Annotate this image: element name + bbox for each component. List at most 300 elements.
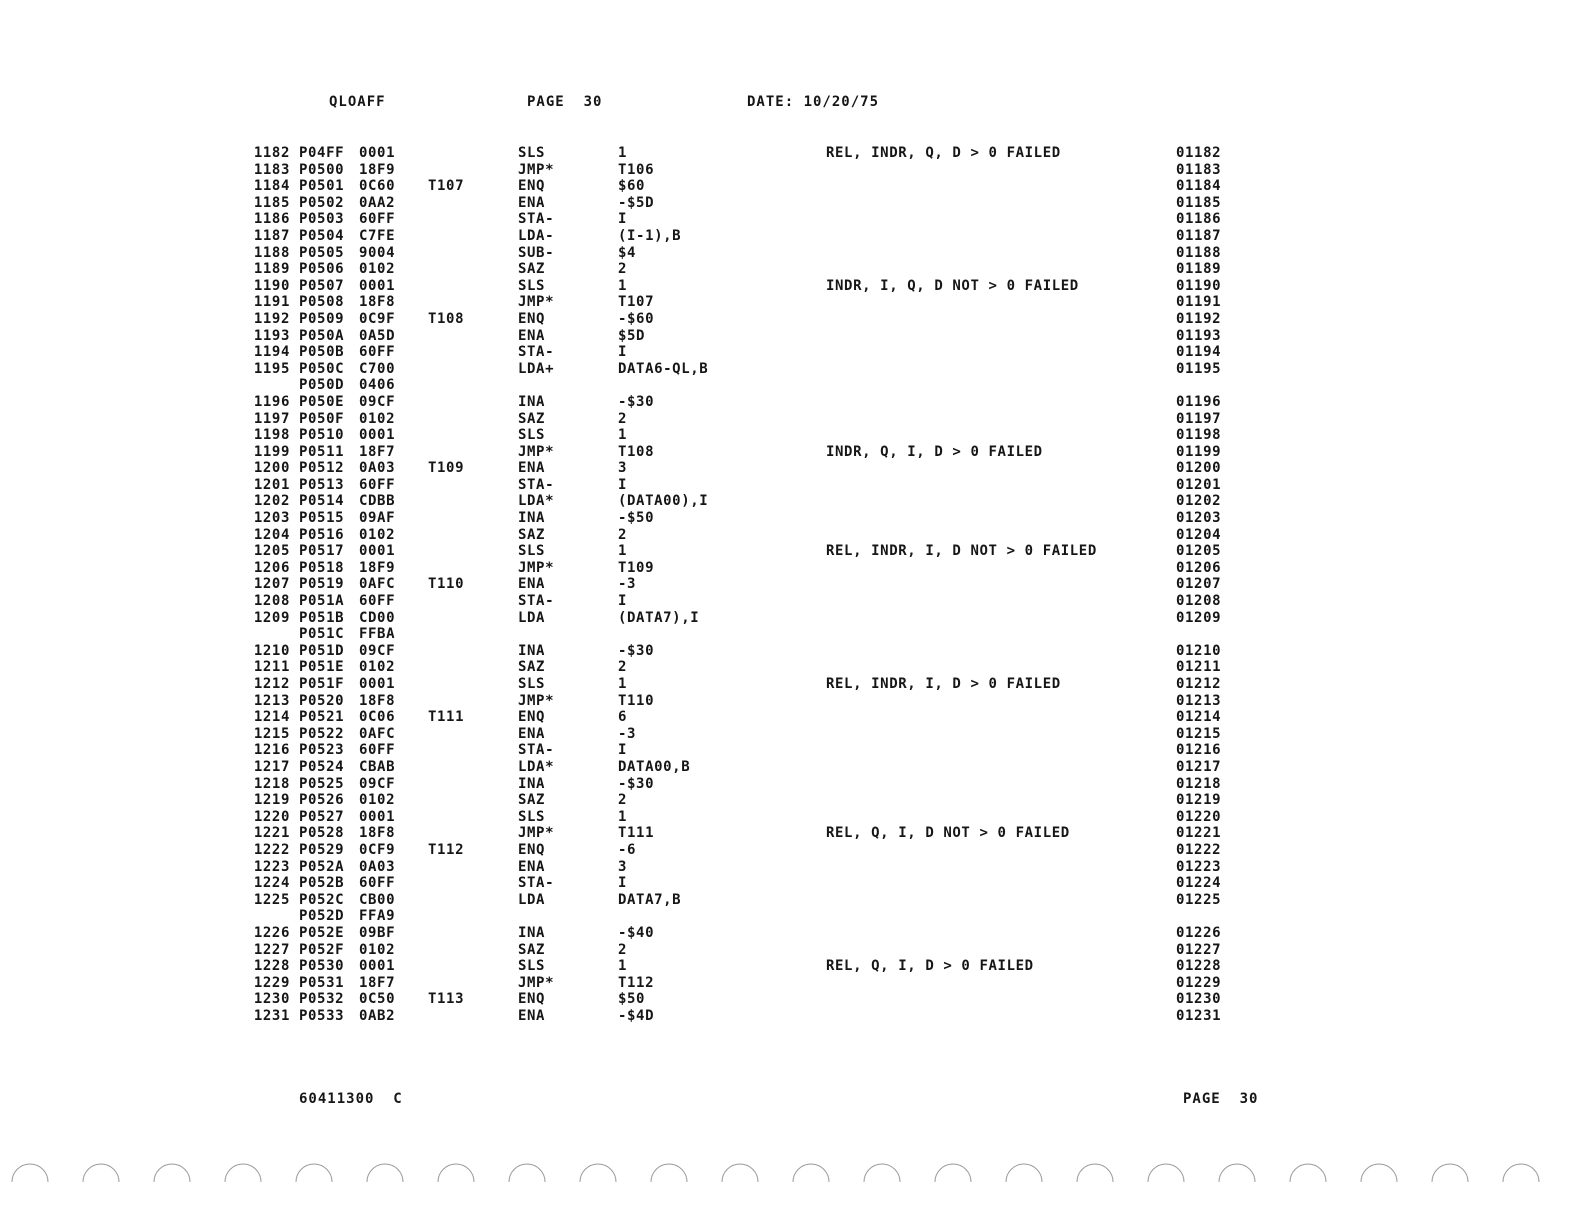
- row-line: 1205: [253, 543, 290, 560]
- listing-row: [0, 510, 1584, 527]
- row-code: 09CF: [359, 393, 396, 410]
- listing-row: [0, 659, 1584, 676]
- row-op: ENQ: [518, 178, 546, 195]
- row-addr: P050B: [299, 344, 345, 361]
- listing-row: [0, 493, 1584, 510]
- sprocket-hole: [793, 1164, 829, 1182]
- row-addr: P050C: [299, 360, 345, 377]
- row-operand: T109: [618, 559, 655, 576]
- row-code: 60FF: [359, 211, 396, 228]
- row-line: 1182: [253, 145, 290, 161]
- row-code: 0001: [359, 808, 396, 825]
- row-op: LDA+: [518, 360, 555, 377]
- document-number: 60411300 C: [299, 1091, 403, 1107]
- row-line: 1221: [253, 825, 290, 842]
- row-seq: 01193: [1176, 327, 1222, 344]
- row-line: 1192: [253, 310, 290, 327]
- row-addr: P0509: [299, 310, 345, 327]
- program-name: QLOAFF: [329, 94, 386, 110]
- listing-row: [0, 726, 1584, 743]
- row-addr: P0533: [299, 1007, 345, 1024]
- listing-row: [0, 908, 1584, 925]
- listing-row: [0, 676, 1584, 693]
- row-operand: -$4D: [618, 1007, 655, 1024]
- row-operand: 3: [618, 858, 628, 875]
- row-op: SLS: [518, 145, 546, 161]
- row-addr: P051D: [299, 642, 345, 659]
- row-seq: 01182: [1176, 145, 1222, 161]
- row-operand: -$30: [618, 393, 655, 410]
- row-addr: P0516: [299, 526, 345, 543]
- row-op: JMP*: [518, 974, 555, 991]
- row-comment: INDR, I, Q, D NOT > 0 FAILED: [826, 277, 1079, 294]
- sprocket-hole: [1077, 1164, 1113, 1182]
- row-operand: T108: [618, 443, 655, 460]
- row-code: 0001: [359, 543, 396, 560]
- row-operand: 1: [618, 958, 628, 975]
- row-addr: P0510: [299, 427, 345, 444]
- row-op: LDA: [518, 891, 546, 908]
- row-code: 09CF: [359, 642, 396, 659]
- row-operand: 2: [618, 526, 628, 543]
- row-code: 0001: [359, 145, 396, 161]
- row-line: 1216: [253, 742, 290, 759]
- row-op: SLS: [518, 543, 546, 560]
- row-comment: INDR, Q, I, D > 0 FAILED: [826, 443, 1043, 460]
- row-operand: T107: [618, 294, 655, 311]
- row-seq: 01199: [1176, 443, 1222, 460]
- row-op: ENQ: [518, 841, 546, 858]
- row-op: ENQ: [518, 709, 546, 726]
- sprocket-hole: [154, 1164, 190, 1182]
- row-operand: I: [618, 742, 628, 759]
- listing-row: [0, 294, 1584, 311]
- listing-row: [0, 875, 1584, 892]
- row-seq: 01184: [1176, 178, 1222, 195]
- row-op: LDA*: [518, 493, 555, 510]
- row-code: 0C9F: [359, 310, 396, 327]
- row-line: 1199: [253, 443, 290, 460]
- row-seq: 01212: [1176, 676, 1222, 692]
- sprocket-hole: [864, 1164, 900, 1182]
- row-addr: P0526: [299, 792, 345, 809]
- row-line: 1191: [253, 294, 290, 311]
- row-code: 0102: [359, 526, 396, 543]
- row-code: 0001: [359, 958, 396, 975]
- row-addr: P051E: [299, 659, 345, 676]
- listing-row: [0, 344, 1584, 361]
- row-seq: 01204: [1176, 526, 1222, 543]
- listing-row: [0, 892, 1584, 909]
- row-addr: P051A: [299, 593, 345, 610]
- row-operand: (I-1),B: [618, 227, 682, 244]
- row-seq: 01224: [1176, 875, 1222, 892]
- row-line: 1207: [253, 576, 290, 593]
- row-line: 1206: [253, 559, 290, 576]
- row-addr: P0512: [299, 460, 345, 477]
- row-operand: I: [618, 476, 628, 493]
- listing-row: [0, 377, 1584, 394]
- row-line: 1195: [253, 360, 290, 377]
- row-line: 1188: [253, 244, 290, 261]
- row-seq: 01208: [1176, 593, 1222, 610]
- row-operand: 1: [618, 543, 628, 560]
- row-operand: -$30: [618, 775, 655, 792]
- row-seq: 01223: [1176, 858, 1222, 875]
- listing-row: [0, 427, 1584, 444]
- row-seq: 01186: [1176, 211, 1222, 228]
- row-seq: 01220: [1176, 808, 1222, 825]
- row-operand: 6: [618, 709, 628, 726]
- row-operand: 2: [618, 410, 628, 427]
- row-operand: $50: [618, 991, 646, 1008]
- row-addr: P050E: [299, 393, 345, 410]
- row-comment: REL, Q, I, D NOT > 0 FAILED: [826, 825, 1070, 842]
- listing-row: [0, 859, 1584, 876]
- listing-row: [0, 477, 1584, 494]
- row-operand: 1: [618, 808, 628, 825]
- row-op: JMP*: [518, 443, 555, 460]
- row-op: STA-: [518, 593, 555, 610]
- sprocket-hole: [1219, 1164, 1255, 1182]
- listing-row: [0, 328, 1584, 345]
- sprocket-hole: [367, 1164, 403, 1182]
- row-label: T111: [428, 709, 465, 726]
- sprocket-hole: [1006, 1164, 1042, 1182]
- listing-row: [0, 576, 1584, 593]
- row-code: FFA9: [359, 908, 396, 925]
- row-operand: $5D: [618, 327, 646, 344]
- row-seq: 01210: [1176, 642, 1222, 659]
- listing-row: [0, 643, 1584, 660]
- row-seq: 01196: [1176, 393, 1222, 410]
- row-operand: -$30: [618, 642, 655, 659]
- row-op: SLS: [518, 427, 546, 444]
- row-code: 0102: [359, 261, 396, 278]
- listing-row: [0, 593, 1584, 610]
- row-op: ENA: [518, 460, 546, 477]
- row-line: 1214: [253, 709, 290, 726]
- row-code: 18F8: [359, 692, 396, 709]
- row-code: 09AF: [359, 510, 396, 527]
- row-seq: 01214: [1176, 709, 1222, 726]
- row-addr: P0513: [299, 476, 345, 493]
- row-code: 0102: [359, 410, 396, 427]
- row-code: 0AFC: [359, 576, 396, 593]
- row-seq: 01217: [1176, 758, 1222, 775]
- row-addr: P052E: [299, 924, 345, 941]
- row-line: 1213: [253, 692, 290, 709]
- listing-row: [0, 809, 1584, 826]
- row-op: SAZ: [518, 410, 546, 427]
- row-seq: 01225: [1176, 891, 1222, 908]
- row-addr: P052A: [299, 858, 345, 875]
- row-operand: T112: [618, 974, 655, 991]
- listing-row: [0, 626, 1584, 643]
- row-op: JMP*: [518, 692, 555, 709]
- row-code: FFBA: [359, 626, 396, 643]
- listing-row: [0, 825, 1584, 842]
- row-seq: 01183: [1176, 161, 1222, 178]
- row-operand: $4: [618, 244, 637, 261]
- row-op: STA-: [518, 344, 555, 361]
- row-line: 1226: [253, 924, 290, 941]
- sprocket-hole: [438, 1164, 474, 1182]
- row-code: 9004: [359, 244, 396, 261]
- sprocket-hole: [12, 1164, 48, 1182]
- row-seq: 01200: [1176, 460, 1222, 477]
- row-operand: 1: [618, 427, 628, 444]
- row-seq: 01219: [1176, 792, 1222, 809]
- sprocket-hole: [1290, 1164, 1326, 1182]
- listing-row: [0, 975, 1584, 992]
- row-seq: 01203: [1176, 510, 1222, 527]
- row-code: C7FE: [359, 227, 396, 244]
- row-seq: 01215: [1176, 725, 1222, 742]
- page-number-header: PAGE 30: [527, 94, 603, 110]
- row-line: 1186: [253, 211, 290, 228]
- row-op: STA-: [518, 742, 555, 759]
- row-op: ENA: [518, 194, 546, 211]
- sprocket-hole: [296, 1164, 332, 1182]
- row-operand: T111: [618, 825, 655, 842]
- row-line: 1184: [253, 178, 290, 195]
- row-addr: P0525: [299, 775, 345, 792]
- row-op: SLS: [518, 808, 546, 825]
- row-addr: P0523: [299, 742, 345, 759]
- row-op: SAZ: [518, 792, 546, 809]
- row-op: JMP*: [518, 825, 555, 842]
- row-addr: P051F: [299, 676, 345, 692]
- row-line: 1231: [253, 1007, 290, 1024]
- row-seq: 01216: [1176, 742, 1222, 759]
- row-seq: 01188: [1176, 244, 1222, 261]
- row-line: 1220: [253, 808, 290, 825]
- row-op: SLS: [518, 676, 546, 692]
- row-seq: 01192: [1176, 310, 1222, 327]
- row-operand: 2: [618, 659, 628, 676]
- row-seq: 01209: [1176, 609, 1222, 626]
- row-seq: 01187: [1176, 227, 1222, 244]
- row-code: 0C50: [359, 991, 396, 1008]
- listing-row: [0, 842, 1584, 859]
- row-operand: DATA7,B: [618, 891, 682, 908]
- row-addr: P0531: [299, 974, 345, 991]
- row-addr: P051B: [299, 609, 345, 626]
- row-op: ENQ: [518, 310, 546, 327]
- row-code: 18F7: [359, 443, 396, 460]
- row-op: ENQ: [518, 991, 546, 1008]
- row-op: ENA: [518, 327, 546, 344]
- sprocket-hole: [1503, 1164, 1539, 1182]
- listing-row: [0, 178, 1584, 195]
- sprocket-hole: [509, 1164, 545, 1182]
- row-operand: 1: [618, 145, 628, 161]
- row-seq: 01195: [1176, 360, 1222, 377]
- row-addr: P0506: [299, 261, 345, 278]
- row-line: 1209: [253, 609, 290, 626]
- row-addr: P04FF: [299, 145, 345, 161]
- row-seq: 01201: [1176, 476, 1222, 493]
- row-addr: P0529: [299, 841, 345, 858]
- listing-row: [0, 211, 1584, 228]
- row-seq: 01227: [1176, 941, 1222, 958]
- row-op: SLS: [518, 277, 546, 294]
- row-label: T107: [428, 178, 465, 195]
- row-op: LDA-: [518, 227, 555, 244]
- date: DATE: 10/20/75: [747, 94, 880, 110]
- row-line: 1203: [253, 510, 290, 527]
- sprocket-holes: [0, 1150, 1584, 1200]
- row-op: SLS: [518, 958, 546, 975]
- row-operand: 1: [618, 277, 628, 294]
- row-code: CDBB: [359, 493, 396, 510]
- row-op: SAZ: [518, 659, 546, 676]
- row-operand: -6: [618, 841, 637, 858]
- row-op: SAZ: [518, 261, 546, 278]
- row-addr: P0519: [299, 576, 345, 593]
- row-label: T109: [428, 460, 465, 477]
- row-seq: 01202: [1176, 493, 1222, 510]
- row-op: STA-: [518, 875, 555, 892]
- sprocket-hole: [1361, 1164, 1397, 1182]
- listing-row: [0, 709, 1584, 726]
- row-seq: 01211: [1176, 659, 1222, 676]
- row-line: 1189: [253, 261, 290, 278]
- row-seq: 01185: [1176, 194, 1222, 211]
- row-line: 1210: [253, 642, 290, 659]
- listing-row: [0, 610, 1584, 627]
- row-line: 1197: [253, 410, 290, 427]
- row-code: 0A5D: [359, 327, 396, 344]
- row-code: 60FF: [359, 476, 396, 493]
- row-addr: P0505: [299, 244, 345, 261]
- row-line: 1229: [253, 974, 290, 991]
- row-addr: P0501: [299, 178, 345, 195]
- row-code: 0A03: [359, 858, 396, 875]
- sprocket-hole: [722, 1164, 758, 1182]
- row-code: 0102: [359, 941, 396, 958]
- listing-row: [0, 460, 1584, 477]
- row-code: CBAB: [359, 758, 396, 775]
- row-addr: P0518: [299, 559, 345, 576]
- row-operand: 2: [618, 792, 628, 809]
- row-operand: (DATA00),I: [618, 493, 709, 510]
- listing-row: [0, 245, 1584, 262]
- row-line: 1200: [253, 460, 290, 477]
- row-operand: 3: [618, 460, 628, 477]
- row-code: 09BF: [359, 924, 396, 941]
- row-op: INA: [518, 393, 546, 410]
- row-seq: 01226: [1176, 924, 1222, 941]
- row-code: 0C06: [359, 709, 396, 726]
- row-line: 1227: [253, 941, 290, 958]
- row-addr: P0522: [299, 725, 345, 742]
- row-line: 1187: [253, 227, 290, 244]
- listing-row: [0, 742, 1584, 759]
- row-code: 18F8: [359, 825, 396, 842]
- row-op: SUB-: [518, 244, 555, 261]
- row-op: JMP*: [518, 294, 555, 311]
- row-op: ENA: [518, 858, 546, 875]
- row-seq: 01221: [1176, 825, 1222, 842]
- row-operand: T110: [618, 692, 655, 709]
- listing-row: [0, 311, 1584, 328]
- row-addr: P052D: [299, 908, 345, 925]
- listing-row: [0, 278, 1584, 295]
- row-line: 1228: [253, 958, 290, 975]
- row-op: ENA: [518, 576, 546, 593]
- row-line: 1208: [253, 593, 290, 610]
- row-code: 0406: [359, 377, 396, 394]
- row-operand: T106: [618, 161, 655, 178]
- row-operand: -$40: [618, 924, 655, 941]
- listing-row: [0, 693, 1584, 710]
- row-code: 18F9: [359, 559, 396, 576]
- listing-row: [0, 228, 1584, 245]
- listing-row: [0, 776, 1584, 793]
- row-label: T108: [428, 310, 465, 327]
- row-operand: -3: [618, 725, 637, 742]
- listing-row: [0, 527, 1584, 544]
- listing-row: [0, 361, 1584, 378]
- row-line: 1212: [253, 676, 290, 692]
- row-seq: 01207: [1176, 576, 1222, 593]
- row-addr: P0528: [299, 825, 345, 842]
- row-seq: 01222: [1176, 841, 1222, 858]
- row-seq: 01230: [1176, 991, 1222, 1008]
- row-line: 1211: [253, 659, 290, 676]
- row-addr: P0527: [299, 808, 345, 825]
- row-addr: P0517: [299, 543, 345, 560]
- row-comment: REL, INDR, I, D NOT > 0 FAILED: [826, 543, 1097, 560]
- row-seq: 01194: [1176, 344, 1222, 361]
- row-line: 1230: [253, 991, 290, 1008]
- row-addr: P052C: [299, 891, 345, 908]
- row-line: 1224: [253, 875, 290, 892]
- row-label: T113: [428, 991, 465, 1008]
- row-operand: -$5D: [618, 194, 655, 211]
- sprocket-hole: [580, 1164, 616, 1182]
- row-op: SAZ: [518, 941, 546, 958]
- row-addr: P050F: [299, 410, 345, 427]
- row-operand: (DATA7),I: [618, 609, 700, 626]
- listing-row: [0, 1008, 1584, 1025]
- row-op: ENA: [518, 725, 546, 742]
- row-line: 1222: [253, 841, 290, 858]
- row-addr: P052F: [299, 941, 345, 958]
- row-seq: 01190: [1176, 277, 1222, 294]
- row-line: 1204: [253, 526, 290, 543]
- row-line: 1202: [253, 493, 290, 510]
- row-seq: 01198: [1176, 427, 1222, 444]
- row-code: 0C60: [359, 178, 396, 195]
- row-line: 1196: [253, 393, 290, 410]
- row-op: LDA*: [518, 758, 555, 775]
- row-line: 1198: [253, 427, 290, 444]
- row-operand: -$60: [618, 310, 655, 327]
- row-addr: P0521: [299, 709, 345, 726]
- row-code: CB00: [359, 891, 396, 908]
- row-comment: REL, INDR, Q, D > 0 FAILED: [826, 145, 1061, 161]
- listing-row: [0, 444, 1584, 461]
- assembly-listing: [0, 145, 1584, 1024]
- row-op: JMP*: [518, 559, 555, 576]
- row-addr: P0514: [299, 493, 345, 510]
- listing-row: [0, 560, 1584, 577]
- row-op: JMP*: [518, 161, 555, 178]
- row-addr: P0515: [299, 510, 345, 527]
